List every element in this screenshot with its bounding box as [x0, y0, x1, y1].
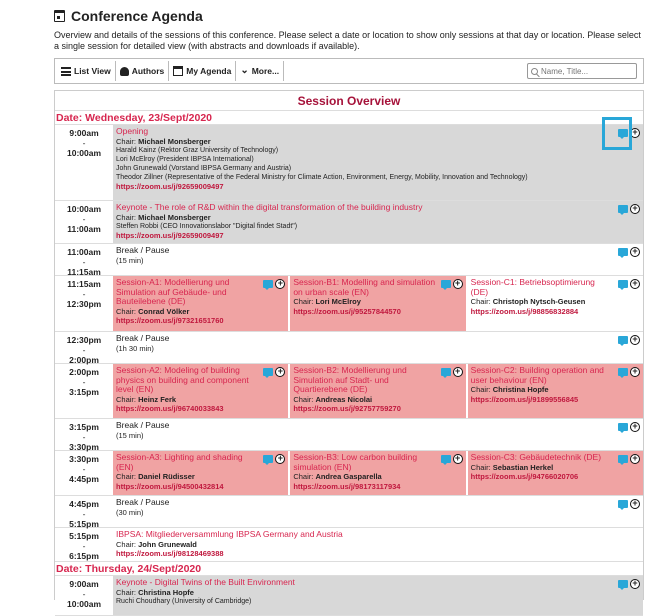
time-slot: [55, 528, 113, 561]
schedule-row: [55, 125, 643, 201]
schedule-row: [55, 451, 643, 496]
end-time: 10:00am: [66, 599, 102, 609]
session-chair: Chair: Andrea Gasparella: [293, 472, 382, 481]
zoom-link[interactable]: https://zoom.us/j/98128469388: [116, 549, 224, 558]
search-box[interactable]: [527, 63, 637, 79]
comment-icon[interactable]: [618, 205, 628, 213]
more-label: More...: [251, 66, 280, 76]
comment-icon[interactable]: [618, 368, 628, 376]
break-title[interactable]: Break / Pause: [116, 497, 170, 507]
comment-icon[interactable]: [618, 580, 628, 588]
session-cell[interactable]: [468, 276, 643, 331]
my-agenda-button[interactable]: [169, 61, 236, 81]
add-to-agenda-icon[interactable]: +: [275, 367, 285, 377]
zoom-link[interactable]: https://zoom.us/j/98173117934: [293, 481, 401, 491]
start-time: 11:15am: [67, 279, 101, 289]
break-title[interactable]: Break / Pause: [116, 333, 170, 343]
start-time: 5:15pm: [69, 531, 99, 541]
add-to-agenda-icon[interactable]: +: [453, 367, 463, 377]
time-separator: -: [82, 257, 86, 267]
comment-icon[interactable]: [441, 455, 451, 463]
schedule-row: [55, 364, 643, 419]
speaker: Theodor Zillner (Representative of the Federal Ministry for Climate Action, Environment, Energy, Mobility, Innovation and Technology): [116, 174, 528, 181]
time-separator: -: [82, 345, 86, 355]
end-time: 2:00pm: [69, 355, 99, 365]
session-cell[interactable]: [113, 364, 288, 418]
zoom-link[interactable]: https://zoom.us/j/97321651760: [116, 316, 224, 325]
session-chair: Chair: Daniel Rüdisser: [116, 472, 195, 481]
session-cell[interactable]: [113, 451, 288, 495]
session-title[interactable]: Session-B1: Modelling and simulation on urban scale (EN): [293, 277, 436, 297]
session-chair: Chair: Conrad Völker: [116, 306, 190, 316]
session-chair: Chair: John Grunewald: [116, 539, 197, 549]
toolbar: [54, 58, 644, 84]
schedule-row: [55, 276, 643, 332]
end-time: 5:15pm: [69, 519, 99, 529]
start-time: 4:45pm: [69, 499, 99, 509]
time-separator: -: [82, 509, 86, 519]
session-cell[interactable]: [468, 364, 643, 418]
start-time: 3:15pm: [69, 422, 99, 432]
break-duration: (15 min): [116, 255, 144, 265]
schedule-row: [55, 496, 643, 528]
schedule-row: [55, 244, 643, 276]
session-title[interactable]: Keynote - Digital Twins of the Built Environment: [116, 577, 295, 587]
add-to-agenda-icon[interactable]: +: [630, 422, 640, 432]
session-title[interactable]: Opening: [116, 126, 149, 136]
list-view-button[interactable]: [57, 61, 116, 81]
end-time: 12:30pm: [66, 299, 102, 309]
end-time: 11:15am: [67, 267, 101, 277]
time-slot: [55, 576, 113, 615]
search-icon: [531, 68, 538, 75]
start-time: 10:00am: [66, 204, 102, 214]
add-to-agenda-icon[interactable]: +: [630, 128, 640, 138]
break-title[interactable]: Break / Pause: [116, 245, 170, 255]
comment-icon[interactable]: [618, 336, 628, 344]
speaker: Harald Kainz (Rektor Graz University of Technology): [116, 147, 279, 154]
session-chair: Chair: Michael Monsberger: [116, 136, 211, 146]
start-time: 9:00am: [69, 579, 99, 589]
time-slot: [55, 125, 113, 200]
date-heading[interactable]: Date: Thursday, 24/Sept/2020: [55, 562, 643, 576]
add-to-agenda-icon[interactable]: +: [630, 579, 640, 589]
session-cell[interactable]: [290, 276, 465, 331]
zoom-link[interactable]: https://zoom.us/j/92659009497: [116, 182, 224, 191]
session-cell[interactable]: [113, 576, 643, 615]
time-separator: -: [82, 289, 86, 299]
break-duration: (15 min): [116, 430, 144, 440]
add-to-agenda-icon[interactable]: +: [630, 279, 640, 289]
schedule-row: [55, 576, 643, 616]
agenda-icon: [173, 66, 183, 76]
zoom-link[interactable]: https://zoom.us/j/92757759270: [293, 404, 401, 413]
search-input[interactable]: [541, 67, 631, 76]
more-button[interactable]: [236, 61, 284, 81]
schedule-row: [55, 419, 643, 451]
comment-icon[interactable]: [263, 368, 273, 376]
zoom-link[interactable]: https://zoom.us/j/92659009497: [116, 231, 224, 240]
session-title[interactable]: Session-A2: Modeling of building physics on building and component level (EN): [116, 365, 249, 394]
list-icon: [61, 67, 71, 76]
session-title[interactable]: Session-A1: Modellierung und Simulation auf Gebäude- und Bauteilebene (DE): [116, 277, 230, 306]
time-separator: -: [82, 214, 86, 224]
session-chair: Chair: Christina Hopfe: [470, 385, 549, 394]
break-cell[interactable]: [113, 496, 643, 527]
time-slot: [55, 451, 113, 495]
break-title[interactable]: Break / Pause: [116, 420, 170, 430]
end-time: 10:00am: [66, 148, 102, 158]
session-chair: Chair: Lori McElroy: [293, 297, 361, 306]
time-slot: [55, 364, 113, 418]
time-slot: [55, 332, 113, 363]
start-time: 9:00am: [69, 128, 99, 138]
session-chair: Chair: Heinz Ferk: [116, 394, 177, 404]
add-to-agenda-icon[interactable]: +: [630, 499, 640, 509]
start-time: 3:30pm: [69, 454, 99, 464]
time-separator: -: [82, 138, 86, 148]
comment-icon[interactable]: [618, 455, 628, 463]
zoom-link[interactable]: https://zoom.us/j/98856832884: [470, 306, 579, 316]
speaker: John Grunewald (Vorstand IBPSA Germany and Austria): [116, 165, 292, 172]
comment-icon[interactable]: [618, 280, 628, 288]
chevron-down-icon: ⌄: [240, 65, 249, 76]
time-separator: -: [82, 377, 86, 387]
end-time: 6:15pm: [69, 551, 99, 561]
time-slot: [55, 201, 113, 243]
add-to-agenda-icon[interactable]: +: [453, 279, 463, 289]
time-separator: -: [82, 589, 86, 599]
comment-icon[interactable]: [618, 500, 628, 508]
break-cell[interactable]: [113, 419, 643, 450]
break-cell[interactable]: [113, 244, 643, 275]
comment-icon[interactable]: [441, 368, 451, 376]
comment-icon[interactable]: [441, 280, 451, 288]
session-chair: Chair: Christina Hopfe: [116, 587, 194, 597]
comment-icon[interactable]: [618, 129, 628, 137]
session-cell[interactable]: [113, 528, 643, 561]
zoom-link[interactable]: https://zoom.us/j/95257844570: [293, 306, 401, 316]
session-overview: [54, 90, 644, 609]
speaker: Lori McElroy (President IBPSA International): [116, 156, 254, 163]
session-chair: Chair: Christoph Nytsch-Geusen: [470, 297, 586, 306]
session-title[interactable]: Session-C1: Betriebsoptimierung (DE): [470, 277, 595, 297]
schedule-row: [55, 332, 643, 364]
session-title[interactable]: Session-B3: Low carbon building simulation (EN): [293, 452, 418, 472]
time-slot: [55, 276, 113, 331]
session-chair: Chair: Sebastian Herkel: [470, 462, 554, 472]
add-to-agenda-icon[interactable]: +: [630, 247, 640, 257]
start-time: 11:00am: [67, 247, 101, 257]
page-title-text: Conference Agenda: [71, 8, 203, 24]
speaker: Steffen Robbi (CEO Innovationslabor "Digital findet Stadt"): [116, 223, 298, 230]
session-cell[interactable]: [113, 276, 288, 331]
authors-label: Authors: [131, 66, 165, 76]
schedule-row: [55, 528, 643, 562]
comment-icon[interactable]: [263, 455, 273, 463]
authors-button[interactable]: [116, 61, 170, 81]
session-chair: Chair: Michael Monsberger: [116, 212, 211, 222]
start-time: 12:30pm: [66, 335, 102, 345]
zoom-link[interactable]: https://zoom.us/j/94500432814: [116, 481, 224, 491]
time-slot: [55, 496, 113, 527]
end-time: 4:45pm: [69, 474, 99, 484]
comment-icon[interactable]: [618, 423, 628, 431]
break-duration: (30 min): [116, 507, 144, 517]
date-heading[interactable]: Date: Wednesday, 23/Sept/2020: [55, 111, 643, 125]
session-cell[interactable]: [113, 201, 643, 243]
schedule-row: [55, 201, 643, 244]
add-to-agenda-icon[interactable]: +: [453, 454, 463, 464]
break-duration: (1h 30 min): [116, 343, 154, 353]
speaker: Ruchi Choudhary (University of Cambridge): [116, 598, 252, 605]
zoom-link[interactable]: https://zoom.us/j/91899556845: [470, 394, 579, 404]
time-separator: -: [82, 541, 86, 551]
time-separator: -: [82, 464, 86, 474]
add-to-agenda-icon[interactable]: +: [630, 335, 640, 345]
pen-icon: [120, 67, 129, 76]
zoom-link[interactable]: https://zoom.us/j/94766020706: [470, 472, 579, 481]
add-to-agenda-icon[interactable]: +: [275, 279, 285, 289]
list-view-label: List View: [74, 66, 111, 76]
session-title[interactable]: Session-C2: Building operation and user behaviour (EN): [470, 365, 604, 385]
session-chair: Chair: Andreas Nicolai: [293, 394, 373, 404]
session-title[interactable]: IBPSA: Mitgliederversammlung IBPSA Germany and Austria: [116, 529, 343, 539]
session-cell[interactable]: [290, 364, 465, 418]
calendar-icon: [54, 10, 65, 22]
session-title[interactable]: Session-C3: Gebäudetechnik (DE): [470, 452, 602, 462]
overview-title: Session Overview: [55, 91, 643, 111]
add-to-agenda-icon[interactable]: +: [630, 454, 640, 464]
add-to-agenda-icon[interactable]: +: [630, 204, 640, 214]
start-time: 2:00pm: [69, 367, 99, 377]
intro-text: Overview and details of the sessions of this conference. Please select a date or location to show only sessions at that day or location. Please select a single session for detailed view (with abstracts and downloads if available).: [54, 30, 641, 51]
session-cell[interactable]: [290, 451, 465, 495]
my-agenda-label: My Agenda: [186, 66, 232, 76]
time-separator: -: [82, 432, 86, 442]
page-header: [54, 8, 654, 52]
session-title[interactable]: Session-A3: Lighting and shading (EN): [116, 452, 243, 472]
break-cell[interactable]: [113, 332, 643, 363]
end-time: 11:00am: [67, 224, 101, 234]
time-slot: [55, 419, 113, 450]
comment-icon[interactable]: [263, 280, 273, 288]
end-time: 3:30pm: [69, 442, 99, 452]
session-cell[interactable]: [468, 451, 643, 495]
zoom-link[interactable]: https://zoom.us/j/96740033843: [116, 404, 224, 413]
session-title[interactable]: Keynote - The role of R&D within the digital transformation of the building industry: [116, 202, 423, 212]
add-to-agenda-icon[interactable]: +: [275, 454, 285, 464]
add-to-agenda-icon[interactable]: +: [630, 367, 640, 377]
comment-icon[interactable]: [618, 248, 628, 256]
page-title: [54, 8, 654, 24]
session-cell[interactable]: [113, 125, 643, 200]
time-slot: [55, 244, 113, 275]
session-title[interactable]: Session-B2: Modellierung und Simulation auf Stadt- und Quartierebene (DE): [293, 365, 407, 394]
end-time: 3:15pm: [69, 387, 99, 397]
